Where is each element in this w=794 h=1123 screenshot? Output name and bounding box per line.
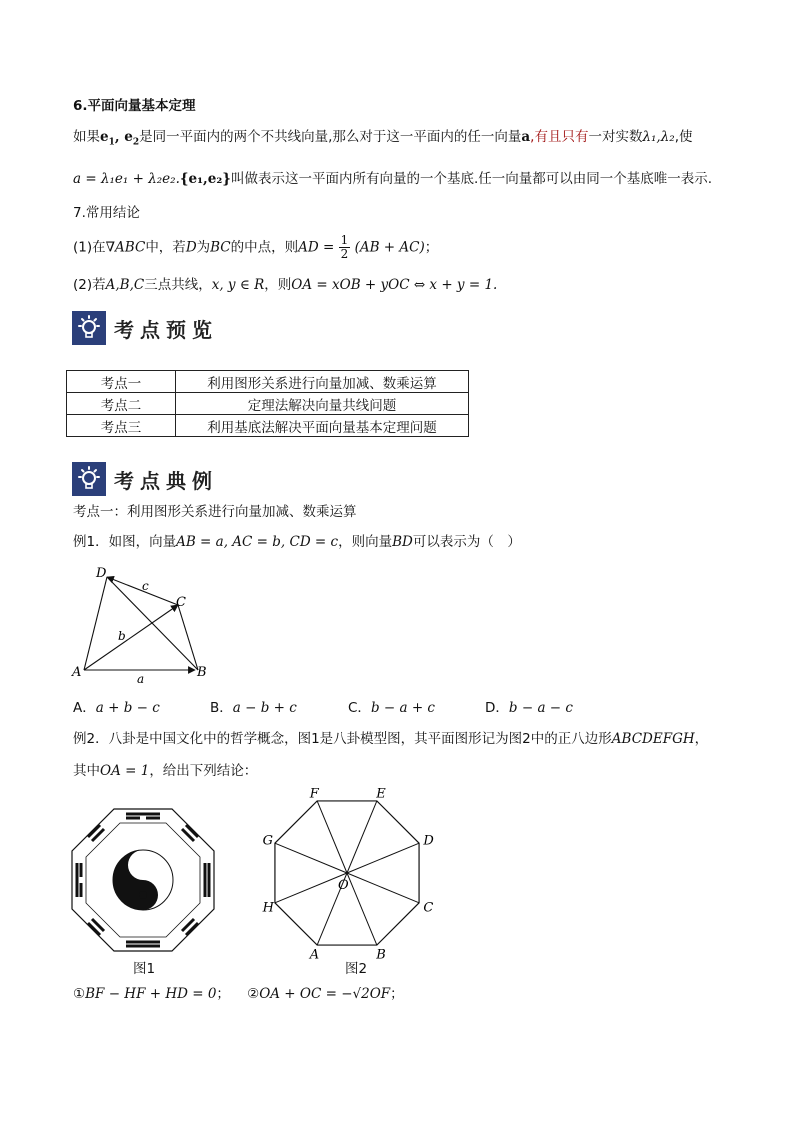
vertex-label-E: E bbox=[376, 786, 386, 802]
table-row: 考点一 利用图形关系进行向量加减、数乘运算 bbox=[67, 371, 469, 393]
conclusions-line: ①BF − HF + HD = 0； ②OA + OC = −√2OF； bbox=[73, 986, 404, 1002]
section-7-title: 7.常用结论 bbox=[73, 205, 140, 221]
label-c: c bbox=[142, 579, 149, 593]
label-C: C bbox=[176, 595, 186, 610]
octagon-figure bbox=[255, 785, 440, 960]
option-D[interactable]: D．b − a − c bbox=[485, 700, 573, 716]
option-B[interactable]: B．a − b + c bbox=[210, 700, 297, 716]
label-a: a bbox=[137, 672, 145, 686]
banner-examples-title: 考点典例 bbox=[114, 468, 218, 493]
conclusion-2-formula: OA + OC = −√2OF bbox=[259, 986, 391, 1002]
vertex-label-G: G bbox=[262, 833, 274, 849]
label-A: A bbox=[72, 665, 82, 680]
lightbulb-icon bbox=[72, 462, 106, 496]
banner-examples bbox=[72, 461, 218, 497]
diagonal-DB bbox=[107, 577, 198, 670]
example-1-stem: 例1．如图，向量AB = a, AC = b, CD = c，则向量BD可以表示为（ ） bbox=[73, 534, 521, 550]
basis-vectors: $e_1$, $e_2$ bbox=[100, 129, 140, 148]
example-2-stem-1: 例2．八卦是中国文化中的哲学概念，图1是八卦模型图，其平面图形记为图2中的正八边形ABCDEFGH， bbox=[73, 731, 709, 747]
vertex-label-A: A bbox=[309, 947, 320, 960]
quadrilateral-figure bbox=[60, 560, 230, 690]
vertex-label-B: B bbox=[376, 947, 386, 960]
topic-table bbox=[66, 370, 469, 437]
topic-one-heading: 考点一：利用图形关系进行向量加减、数乘运算 bbox=[73, 504, 357, 520]
theorem-line-2: a = λ₁e₁ + λ₂e₂.{e₁,e₂}叫做表示这一平面内所有向量的一个基底.任一向量都可以由同一个基底唯一表示. bbox=[73, 171, 713, 187]
figure-1-caption: 图1 bbox=[133, 961, 156, 977]
vertex-label-C: C bbox=[423, 900, 434, 916]
basis-set: {e₁,e₂} bbox=[179, 171, 231, 187]
table-row: 考点二 定理法解决向量共线问题 bbox=[67, 393, 469, 415]
theorem-line-1: 如果$e_1$, $e_2$是同一平面内的两个不共线向量,那么对于这一平面内的任一向量a,有且只有一对实数λ₁,λ₂,使 bbox=[73, 129, 693, 148]
section-6-title: 6.平面向量基本定理 bbox=[73, 98, 196, 114]
label-D: D bbox=[96, 566, 107, 581]
option-A[interactable]: A．a + b − c bbox=[73, 700, 160, 716]
example-2-stem-2: 其中OA = 1，给出下列结论： bbox=[73, 763, 258, 779]
lightbulb-icon bbox=[72, 311, 106, 345]
conclusion-2: (2)若A,B,C三点共线，x, y ∈ R，则OA = xOB + yOC ⇔ x + y = 1. bbox=[73, 277, 498, 293]
banner-preview-title: 考点预览 bbox=[114, 317, 218, 342]
vertex-label-D: D bbox=[423, 833, 434, 849]
option-C[interactable]: C．b − a + c bbox=[348, 700, 435, 716]
vertex-label-H: H bbox=[262, 900, 274, 916]
bagua-figure bbox=[68, 805, 218, 955]
decomposition-formula: a = λ₁e₁ + λ₂e₂. bbox=[73, 171, 180, 187]
center-label-O: O bbox=[338, 878, 349, 893]
banner-preview bbox=[72, 310, 218, 346]
label-b: b bbox=[118, 629, 126, 643]
vertex-label-F: F bbox=[309, 786, 319, 802]
label-B: B bbox=[197, 665, 207, 680]
conclusion-1-formula: BF − HF + HD = 0 bbox=[85, 986, 217, 1002]
figure-2-caption: 图2 bbox=[345, 961, 368, 977]
conclusion-1: (1)在∇ABC中，若D为BC的中点，则AD = $\frac{1}{2} (AB + AC)$； bbox=[73, 233, 439, 261]
half-fraction: $\frac{1}{2}$ bbox=[340, 233, 349, 261]
table-row: 考点三 利用基底法解决平面向量基本定理问题 bbox=[67, 415, 469, 437]
